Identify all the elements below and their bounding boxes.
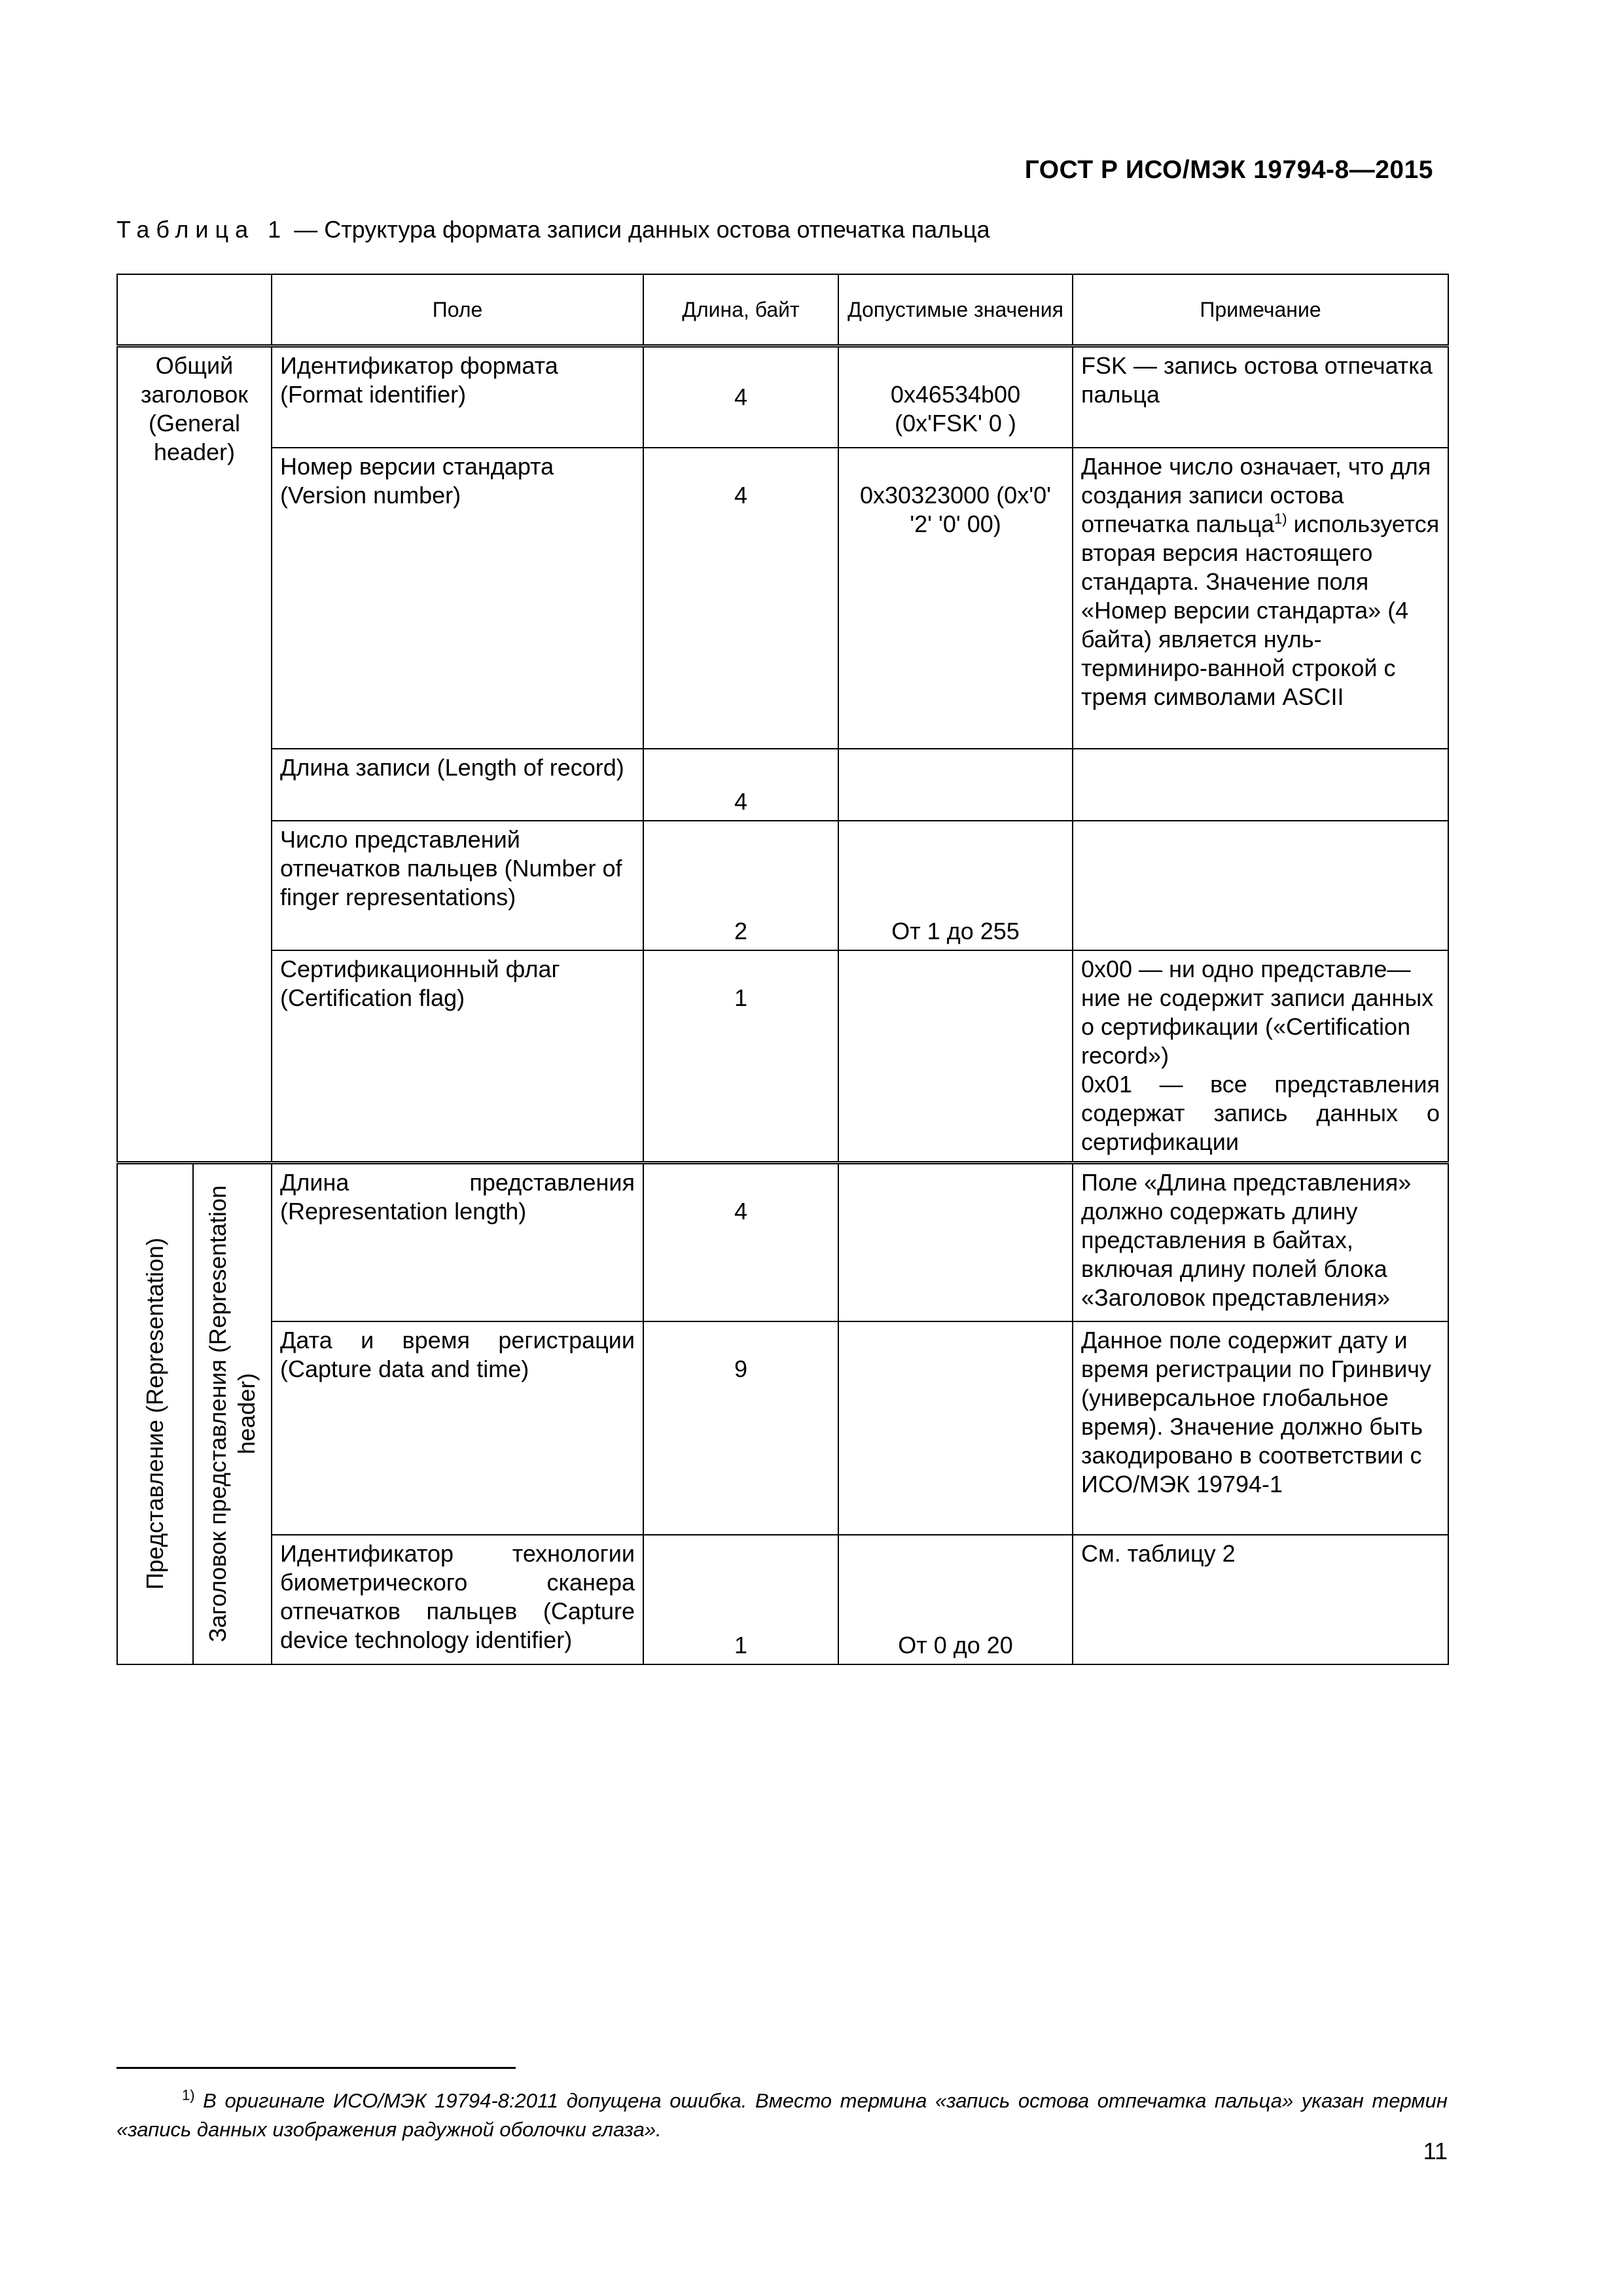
row-field: Дата и время регистрации (Capture data and time) [272,1321,643,1535]
footnote-mark: 1) [182,2087,195,2104]
row-note: Поле «Длина представления» должно содержать длину представления в байтах, включая длину полей блока «Заголовок представления» [1073,1163,1448,1321]
header-length: Длина, байт [643,274,838,346]
row-length: 1 [643,1535,838,1664]
row-length: 4 [643,749,838,821]
row-field: Сертификационный флаг (Certification flag) [272,950,643,1163]
table-row [117,821,1448,950]
page-number: 11 [1423,2138,1448,2164]
note-flag-0x01: 0x01 — все представления содержат запись данных о сертификации [1081,1070,1440,1155]
table-row [117,346,1448,448]
table-row [117,749,1448,821]
table-row [117,950,1448,1163]
row-note [1073,749,1448,821]
row-values [838,1163,1073,1321]
row-values: 0x30323000 (0x'0' '2' '0' 00) [838,448,1073,749]
row-field: Идентификатор технологии биометрического сканера отпечатков пальцев (Capture device technology identifier) [272,1535,643,1664]
note-text-start: Данное число означает, что для создания записи остова отпечатка пальца [1081,452,1431,537]
table-row [117,448,1448,749]
row-values [838,1321,1073,1535]
row-note: См. таблицу 2 [1073,1535,1448,1664]
row-length: 1 [643,950,838,1163]
row-values [838,950,1073,1163]
note-text-end: используется вторая версия настоящего стандарта. Значение поля «Номер версии стандарта» (4 байта) является нуль-терминиро-ванной строкой с тремя символами ASCII [1081,510,1440,710]
group-representation-header-label: Заголовок представления (Representation header) [204,1185,260,1643]
group-representation [117,1163,193,1664]
row-length: 2 [643,821,838,950]
format-structure-table [116,274,1449,1665]
row-field: Длина представления (Representation length) [272,1163,643,1321]
row-note: Данное поле содержит дату и время регистрации по Гринвичу (универсальное глобальное время). Значение должно быть закодировано в соответствии с ИСО/МЭК 19794-1 [1073,1321,1448,1535]
row-note [1073,821,1448,950]
footnote-text: В оригинале ИСО/МЭК 19794-8:2011 допущена ошибка. Вместо термина «запись остова отпечатка пальца» указан термин «запись данных изображения радужной оболочки глаза». [116,2089,1448,2141]
group-general-header: Общий заголовок (General header) [117,346,272,1163]
row-note: FSK — запись остова отпечатка пальца [1073,346,1448,448]
row-note [1073,448,1448,749]
row-field: Длина записи (Length of record) [272,749,643,821]
row-length: 4 [643,1163,838,1321]
table-row [117,1321,1448,1535]
table-row [117,1163,1448,1321]
row-note [1073,950,1448,1163]
header-blank-cell [117,274,272,346]
row-values [838,749,1073,821]
table-row [117,1535,1448,1664]
header-note: Примечание [1073,274,1448,346]
table-header-row [117,274,1448,346]
row-length: 4 [643,346,838,448]
row-length: 9 [643,1321,838,1535]
table-caption-number: Таблица 1 [116,216,288,243]
row-field: Число представлений отпечатков пальцев (Number of finger representations) [272,821,643,950]
row-length: 4 [643,448,838,749]
row-field: Идентификатор формата (Format identifier) [272,346,643,448]
group-representation-label: Представление (Representation) [141,1238,168,1590]
row-field: Номер версии стандарта (Version number) [272,448,643,749]
group-representation-header [193,1163,272,1664]
row-values: От 0 до 20 [838,1535,1073,1664]
header-values: Допустимые значения [838,274,1073,346]
document-id: ГОСТ Р ИСО/МЭК 19794-8—2015 [1024,156,1433,184]
header-field: Поле [272,274,643,346]
table-caption-text: — Структура формата записи данных остова отпечатка пальца [287,216,990,243]
footnote-divider [116,2067,516,2069]
row-values: 0x46534b00 (0x'FSK' 0 ) [838,346,1073,448]
note-flag-0x00: 0x00 — ни одно представле— ние не содержит записи данных о сертификации («Certification record») [1081,955,1434,1069]
table-caption [116,216,990,243]
row-values: От 1 до 255 [838,821,1073,950]
footnote [116,2087,1448,2144]
footnote-reference: 1) [1274,510,1287,527]
